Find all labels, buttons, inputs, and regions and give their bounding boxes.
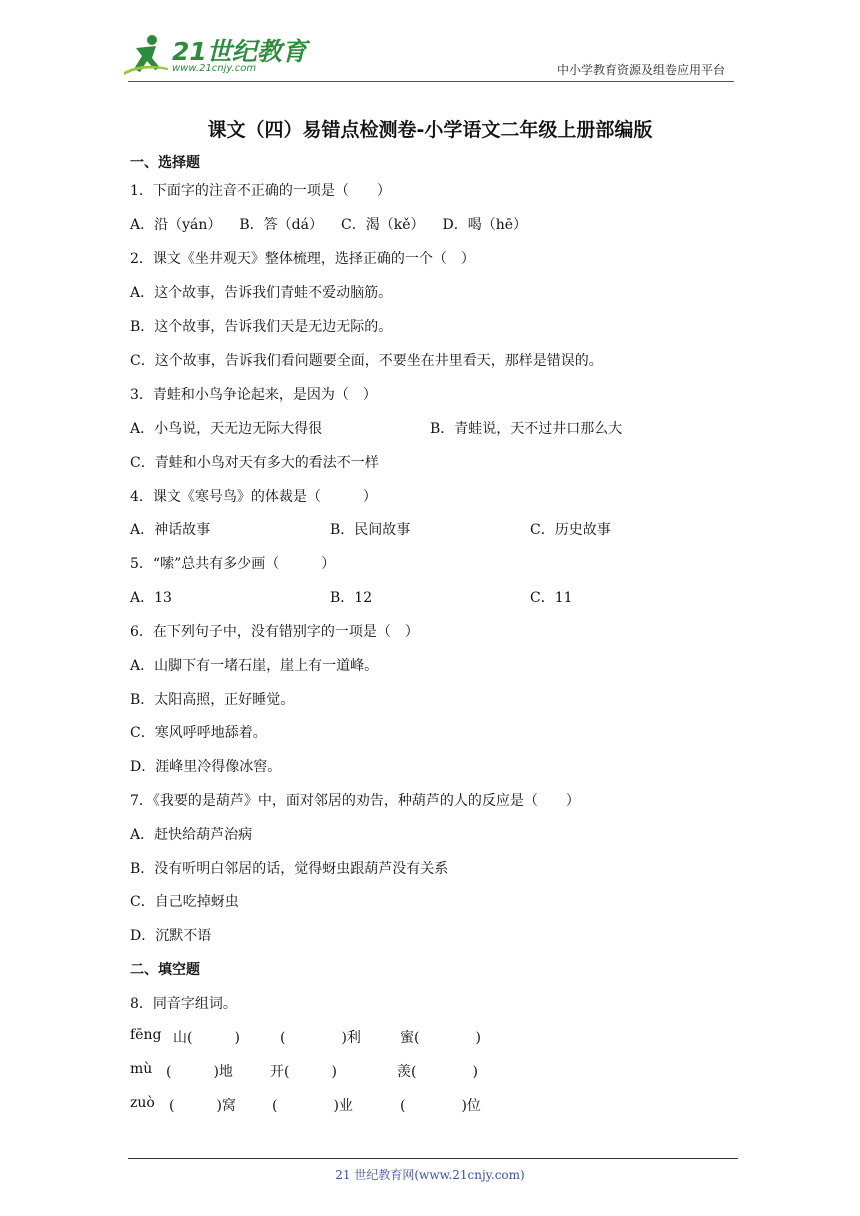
fill-blank[interactable]: ( )窝 — [169, 1098, 236, 1114]
option: C．历史故事 — [530, 522, 611, 538]
question-8-stem: 8．同音字组词。 — [130, 996, 237, 1012]
option: A．神话故事 — [130, 522, 211, 538]
question-6-stem: 6．在下列句子中，没有错别字的一项是（ ） — [130, 624, 419, 640]
option: C．11 — [530, 590, 573, 606]
option: C．自己吃掉蚜虫 — [130, 894, 239, 910]
option: D．涯峰里冷得像冰窖。 — [130, 759, 282, 775]
option: A．赶快给葫芦治病 — [130, 827, 253, 843]
option: A．小鸟说，天无边无际大得很 — [130, 421, 323, 437]
footer-divider — [128, 1158, 738, 1159]
fill-blank[interactable]: ( )位 — [400, 1098, 481, 1114]
question-7-stem: 7．《我要的是葫芦》中，面对邻居的劝告，种葫芦的人的反应是（ ） — [130, 793, 580, 809]
platform-tagline: 中小学教育资源及组卷应用平台 — [556, 63, 725, 77]
option: B．青蛙说，天不过井口那么大 — [430, 421, 623, 437]
option: B．12 — [330, 590, 373, 606]
option: D．喝（hē） — [442, 217, 528, 233]
option: A．13 — [130, 590, 172, 606]
pinyin-label: fēng — [130, 1027, 162, 1043]
option: C．渴（kě） — [341, 217, 425, 233]
fill-blank[interactable]: 羡( ) — [397, 1064, 478, 1080]
option: D．沉默不语 — [130, 928, 212, 944]
question-1-options — [130, 214, 545, 234]
option: B．答（dá） — [239, 217, 323, 233]
fill-blank[interactable]: 开( ) — [270, 1064, 337, 1080]
question-1-stem: 1．下面字的注音不正确的一项是（ ） — [130, 183, 391, 199]
footer-link[interactable]: 21 世纪教育网(www.21cnjy.com) — [335, 1168, 525, 1182]
runner-logo-icon — [122, 32, 170, 80]
pinyin-label: mù — [130, 1061, 153, 1077]
question-3-stem: 3．青蛙和小鸟争论起来，是因为（ ） — [130, 387, 377, 403]
fill-blank[interactable]: 山( ) — [173, 1030, 240, 1046]
logo — [122, 32, 307, 80]
option: C．寒风呼呼地舔着。 — [130, 725, 267, 741]
section-heading-fill: 二、填空题 — [130, 962, 200, 978]
option: A．山脚下有一堵石崖，崖上有一道峰。 — [130, 658, 379, 674]
page-title: 课文（四）易错点检测卷-小学语文二年级上册部编版 — [207, 119, 653, 141]
option: C．青蛙和小鸟对天有多大的看法不一样 — [130, 455, 379, 471]
question-4-stem: 4．课文《寒号鸟》的体裁是（ ） — [130, 489, 377, 505]
option: C．这个故事，告诉我们看问题要全面，不要坐在井里看天，那样是错误的。 — [130, 353, 603, 369]
option: B．没有听明白邻居的话，觉得蚜虫跟葫芦没有关系 — [130, 861, 449, 877]
option: B．民间故事 — [330, 522, 411, 538]
option: B．这个故事，告诉我们天是无边无际的。 — [130, 319, 393, 335]
question-2-stem: 2．课文《坐井观天》整体梳理，选择正确的一个（ ） — [130, 251, 475, 267]
option: A．沿（yán） — [130, 217, 222, 233]
fill-blank[interactable]: ( )利 — [280, 1030, 361, 1046]
fill-blank[interactable]: ( )地 — [166, 1064, 233, 1080]
logo-url: www.21cnjy.com — [172, 63, 257, 74]
header-divider — [128, 81, 734, 82]
option: B．太阳高照，正好睡觉。 — [130, 692, 295, 708]
question-5-stem: 5．“嗦”总共有多少画（ ） — [130, 556, 336, 572]
fill-blank[interactable]: 蜜( ) — [400, 1030, 481, 1046]
logo-text: 21世纪教育 — [172, 37, 307, 66]
fill-blank[interactable]: ( )业 — [272, 1098, 353, 1114]
pinyin-label: zuò — [130, 1095, 155, 1111]
option: A．这个故事，告诉我们青蛙不爱动脑筋。 — [130, 285, 393, 301]
section-heading-choice: 一、选择题 — [130, 155, 200, 171]
